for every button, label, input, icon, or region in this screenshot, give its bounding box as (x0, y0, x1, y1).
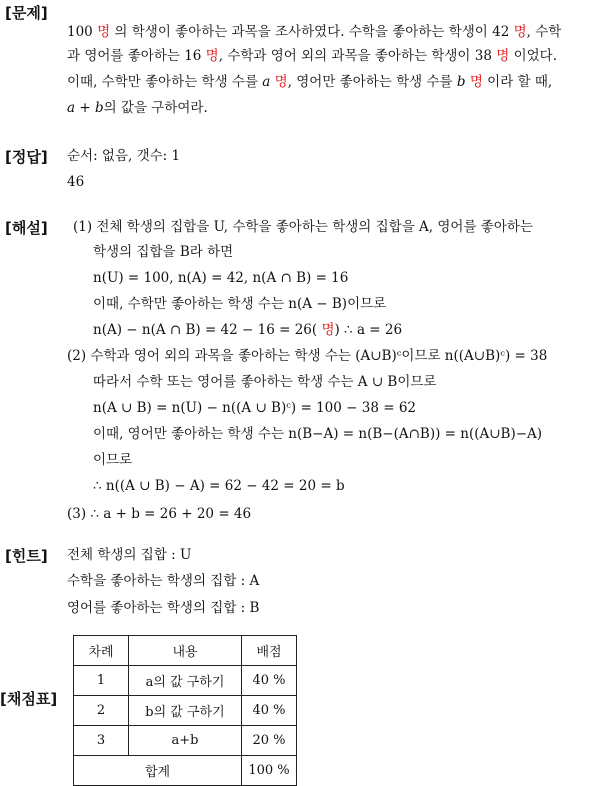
rubric-cell-content: b의 값 구하기 (129, 696, 242, 726)
problem-line-2: 과 영어를 좋아하는 16 명, 수학과 영어 외의 과목을 좋아하는 학생이 38 명 이었다. (67, 48, 558, 64)
rubric-cell-score: 20 % (242, 726, 297, 756)
solution-line-11: ∴ n((A ∪ B) − A) = 62 − 42 = 20 = b (93, 478, 345, 494)
rubric-header-order: 차례 (74, 636, 129, 666)
rubric-cell-order: 3 (74, 726, 129, 756)
solution-line-5: n(A) − n(A ∩ B) = 42 − 16 = 26( 명) ∴ a = 26 (93, 322, 403, 338)
rubric-cell-content: a의 값 구하기 (129, 666, 242, 696)
problem-label: [문제] (5, 4, 48, 22)
hint-label: [힌트] (5, 547, 48, 565)
solution-line-3: n(U) = 100, n(A) = 42, n(A ∩ B) = 16 (93, 270, 349, 286)
rubric-row (74, 666, 297, 696)
rubric-total-row (74, 756, 297, 786)
solution-line-10: 이므로 (93, 452, 133, 468)
rubric-header-score: 배점 (242, 636, 297, 666)
problem-line-3: 이때, 수학만 좋아하는 학생 수를 a 명, 영어만 좋아하는 학생 수를 b 명 이라 할 때, (67, 74, 553, 90)
rubric-header-content: 내용 (129, 636, 242, 666)
rubric-total-value: 100 % (242, 756, 297, 786)
rubric-header-row (74, 636, 297, 666)
solution-line-4: 이때, 수학만 좋아하는 학생 수는 n(A − B)이므로 (93, 296, 387, 312)
rubric-total-label: 합계 (74, 756, 242, 786)
hint-line-3: 영어를 좋아하는 학생의 집합 : B (67, 600, 260, 616)
answer-label: [정답] (5, 148, 48, 166)
rubric-cell-order: 1 (74, 666, 129, 696)
rubric-cell-score: 40 % (242, 696, 297, 726)
rubric-row (74, 696, 297, 726)
rubric-cell-content: a+b (129, 726, 242, 756)
rubric-table (73, 635, 297, 786)
answer-meta: 순서: 없음, 갯수: 1 (67, 148, 181, 164)
problem-line-4: a + b의 값을 구하여라. (67, 100, 208, 116)
rubric-cell-score: 40 % (242, 666, 297, 696)
solution-line-8: n(A ∪ B) = n(U) − n((A ∪ B)ᶜ) = 100 − 38 = 62 (93, 400, 416, 416)
rubric-row (74, 726, 297, 756)
solution-line-12: (3) ∴ a + b = 26 + 20 = 46 (67, 506, 252, 522)
solution-label: [해설] (5, 219, 48, 237)
problem-line-1: 100 명 의 학생이 좋아하는 과목을 조사하였다. 수학을 좋아하는 학생이 42 명, 수학 (67, 24, 562, 40)
rubric-cell-order: 2 (74, 696, 129, 726)
solution-line-9: 이때, 영어만 좋아하는 학생 수는 n(B−A) = n(B−(A∩B)) = n((A∪B)−A) (93, 426, 543, 442)
hint-line-2: 수학을 좋아하는 학생의 집합 : A (67, 573, 260, 589)
solution-line-7: 따라서 수학 또는 영어를 좋아하는 학생 수는 A ∪ B이므로 (93, 374, 437, 390)
hint-line-1: 전체 학생의 집합 : U (67, 547, 192, 563)
rubric-label: [채점표] (0, 690, 58, 708)
solution-line-1: (1) 전체 학생의 집합을 U, 수학을 좋아하는 학생의 집합을 A, 영어를 좋아하는 (73, 219, 533, 235)
answer-value: 46 (67, 174, 85, 190)
solution-line-2: 학생의 집합을 B라 하면 (93, 244, 234, 260)
solution-line-6: (2) 수학과 영어 외의 과목을 좋아하는 학생 수는 (A∪B)ᶜ이므로 n((A∪B)ᶜ) = 38 (67, 348, 548, 364)
